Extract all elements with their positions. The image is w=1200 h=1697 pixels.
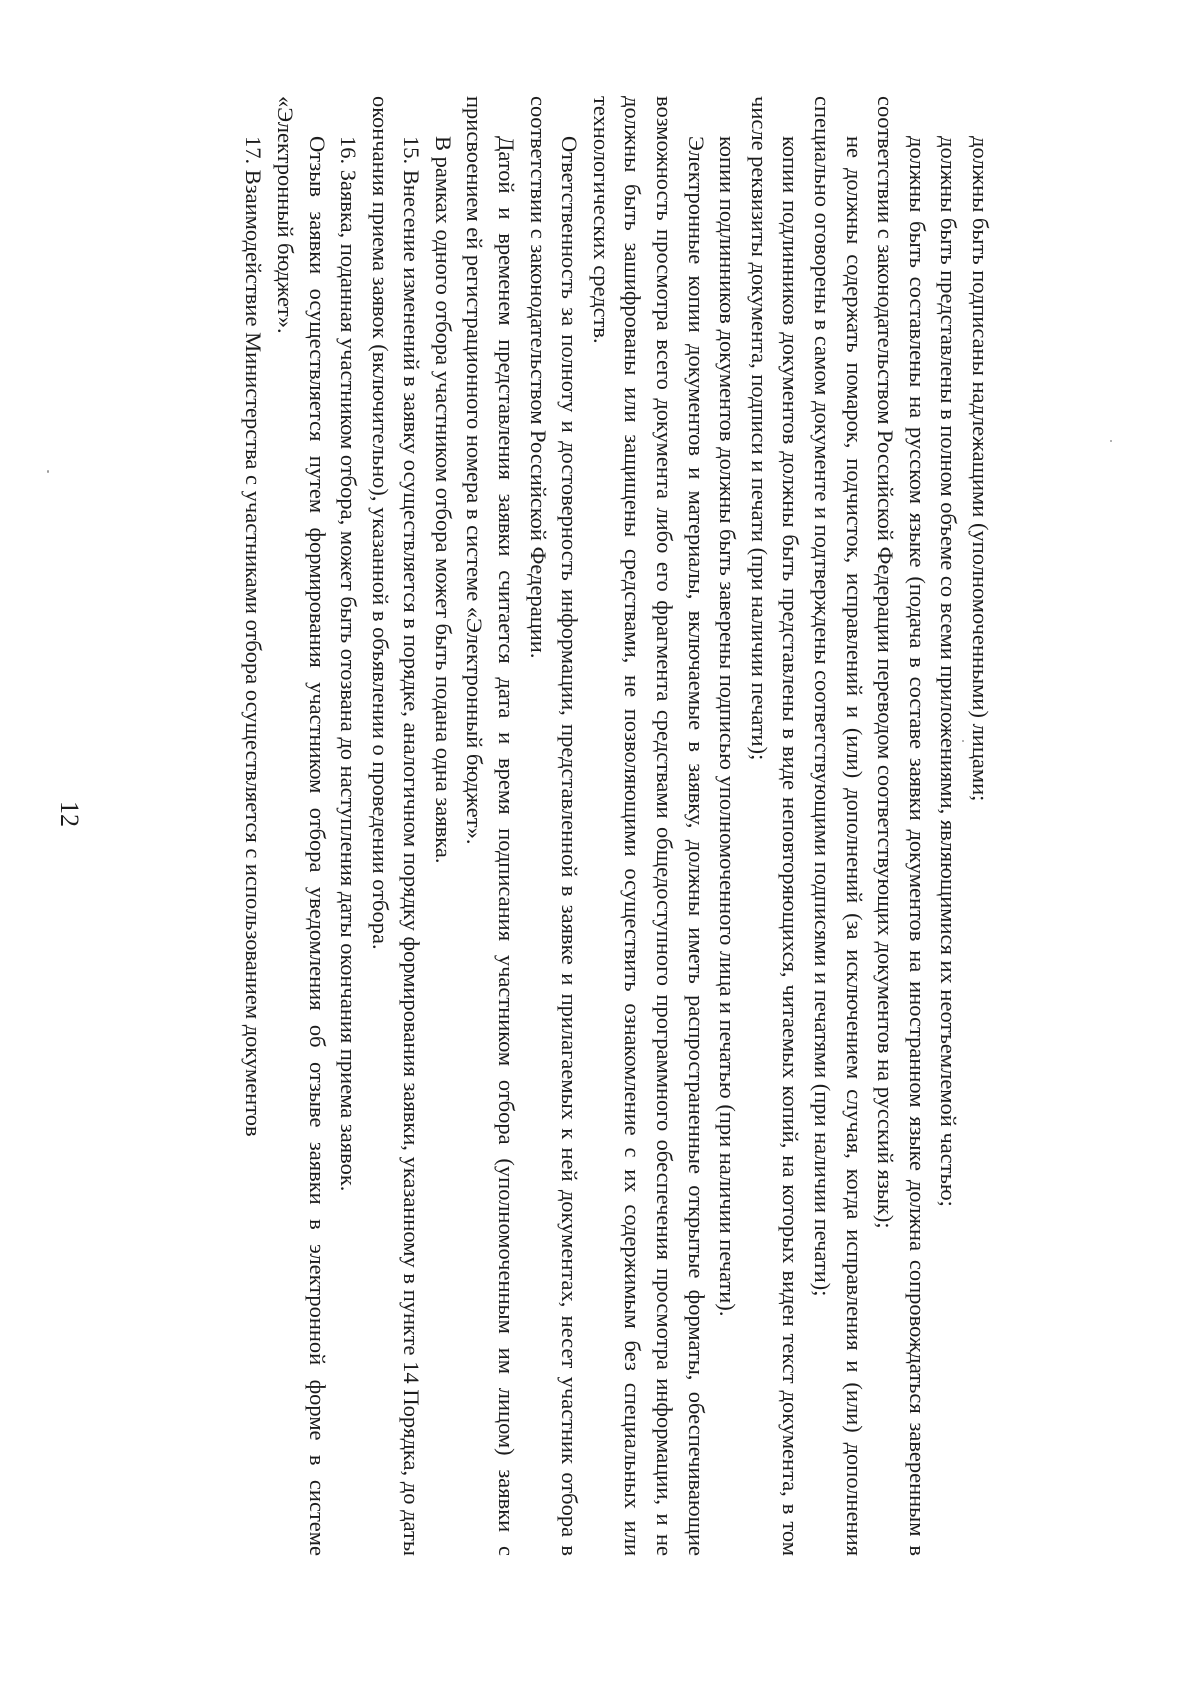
paragraph: Ответственность за полноту и достоверность информации, представленной в заявке и прилагаемых к ней документах, несет участник отбора в соответствии с законодательством Российской Федерации. [525, 96, 583, 1556]
paragraph: копии подлинников документов должны быть заверены подписью уполномоченного лица и печатью (при наличии печати). [715, 136, 741, 1317]
paragraph: должны быть подписаны надлежащими (уполномоченными) лицами; [968, 136, 993, 802]
paragraph: копии подлинников документов должны быть представлены в виде неповторяющихся, читаемых копий, на которых виден текст документа, в том числе реквизиты документа, подписи и печати (при наличии печати); [746, 96, 804, 1556]
paragraph: Электронные копии документов и материалы, включаемые в заявку, должны иметь распространенные открытые форматы, обеспечивающие возможность просмотра всего документа либо его фрагмента средствами общедоступного программного обеспечения просмотра информации, и не должны быть зашифрованы или защищены средствами, не позволяющими осуществить ознакомление с их содержимым без специальных или технологических средств. [588, 96, 709, 1556]
paragraph: Датой и временем представления заявки считается дата и время подписания участником отбора (уполномоченным им лицом) заявки с присвоением ей регистрационного номера в системе «Электронный бюджет». [462, 96, 520, 1556]
paragraph: В рамках одного отбора участником отбора может быть подана одна заявка. [430, 136, 456, 864]
scan-speck [47, 470, 49, 473]
paragraph: должны быть составлены на русском языке (подача в составе заявки документов на иностранном языке должна сопровождаться заверенным в соответствии с законодательством Российской Федерации переводом соответствующих документов на русский язык); [873, 96, 930, 1556]
paragraph: должны быть представлены в полном объеме со всеми приложениями, являющимися их неотъемлемой частью; [936, 136, 962, 1207]
scan-speck [1110, 440, 1112, 442]
paragraph: Отзыв заявки осуществляется путем формирования участником отбора уведомления об отзыве заявки в электронной форме в системе «Электронный бюджет». [272, 96, 330, 1556]
paragraph: 16. Заявка, поданная участником отбора, может быть отозвана до наступления даты окончания приема заявок. [336, 136, 362, 1192]
paragraph: 17. Взаимодействие Министерства с участниками отбора осуществляется с использованием документов [241, 136, 267, 1137]
page-number: 12 [55, 801, 84, 827]
document-body [241, 96, 996, 1556]
paragraph: 15. Внесение изменений в заявку осуществляется в порядке, аналогичном порядку формирования заявки, указанному в пункте 14 Порядка, до даты окончания приема заявок (включительно), указанной в объявлении о проведении отбора. [367, 96, 425, 1556]
scan-speck [962, 740, 964, 742]
paragraph: не должны содержать помарок, подчисток, исправлений и (или) дополнений (за исключением случая, когда исправления и (или) дополнения специально оговорены в самом документе и подтверждены соответствующими подписями и печатями (при наличии печати); [810, 96, 867, 1556]
